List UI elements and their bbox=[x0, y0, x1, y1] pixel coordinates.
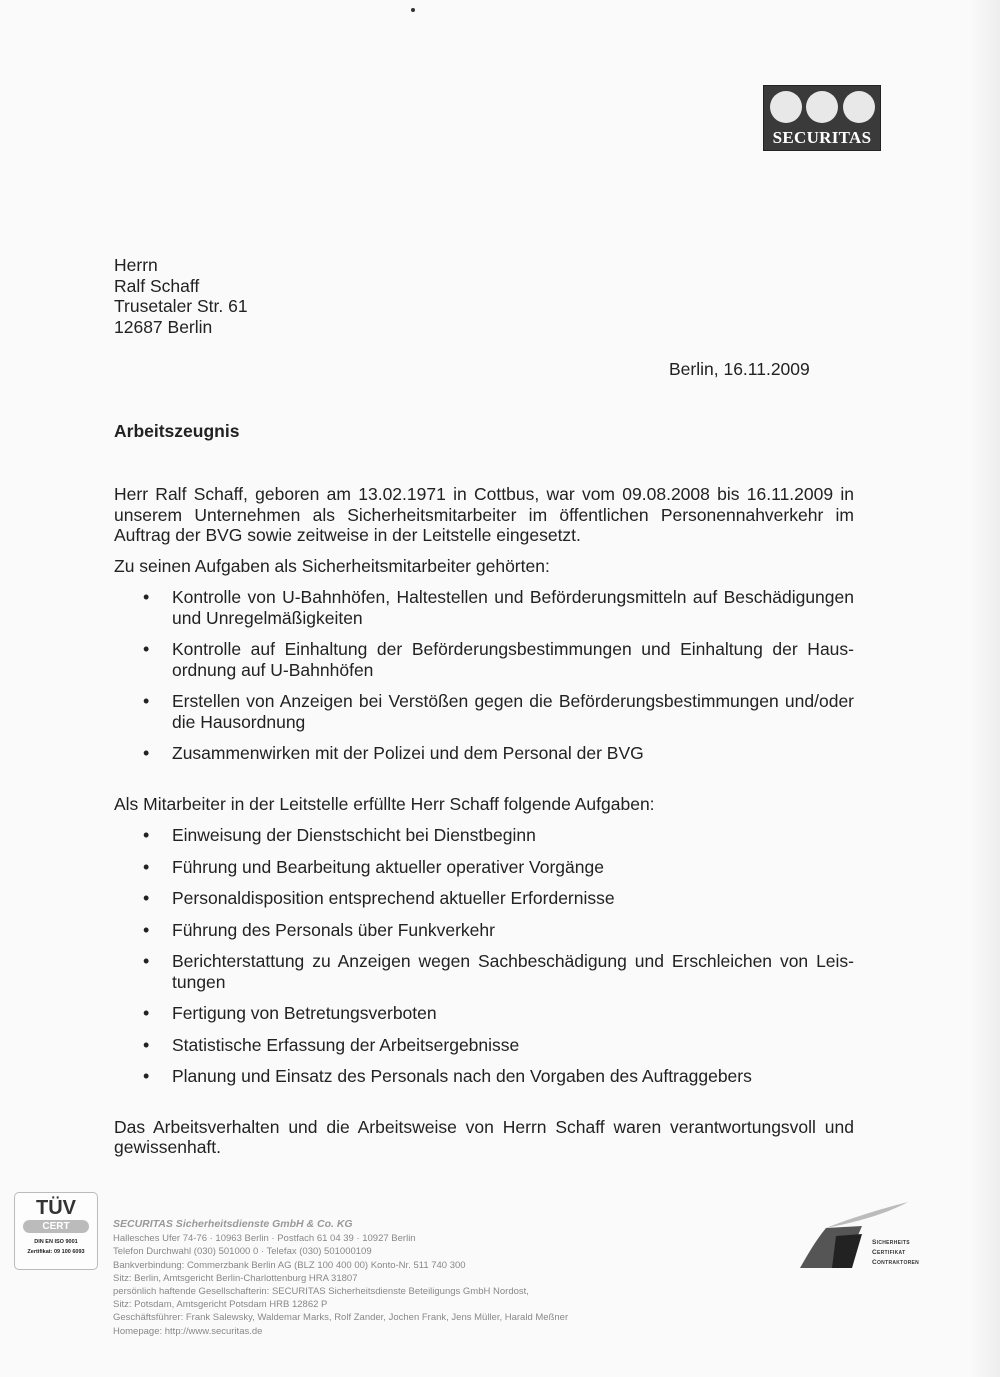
recipient-salutation: Herrn bbox=[114, 255, 158, 275]
list-item: • Kontrolle von U-Bahnhöfen, Haltestellen und Beförderungsmitteln auf Beschädigungen und Unregelmäßigkeiten bbox=[114, 587, 854, 628]
tasks-list bbox=[114, 587, 854, 764]
intro-paragraph: Herr Ralf Schaff, geboren am 13.02.1971 in Cottbus, war vom 09.08.2008 bis 16.11.2009 in unserem Unternehmen als Sicherheitsmitarbeiter im öffentlichen Personennahverkehr im Auftrag der BVG sowie zeitweise in der Leitstelle eingesetzt. bbox=[114, 484, 854, 545]
scc-text bbox=[872, 1238, 919, 1268]
list-item: • Planung und Einsatz des Personals nach den Vorgaben des Auftraggebers bbox=[114, 1066, 854, 1087]
list-item: • Kontrolle auf Einhaltung der Beförderungsbestimmungen und Einhaltung der Hausordnung auf U-Bahnhöfen bbox=[114, 639, 854, 680]
letter-body bbox=[114, 484, 854, 1158]
recipient-address bbox=[114, 255, 248, 337]
letter-subject: Arbeitszeugnis bbox=[114, 421, 240, 441]
list-item: • Führung und Bearbeitung aktueller operativer Vorgänge bbox=[114, 857, 854, 878]
recipient-street: Trusetaler Str. 61 bbox=[114, 296, 248, 316]
scc-line: Sicherheits bbox=[872, 1239, 910, 1246]
footer-line: Sitz: Potsdam, Amtsgericht Potsdam HRB 12862 P bbox=[113, 1299, 328, 1311]
footer-line: Hallesches Ufer 74-76 · 10963 Berlin · Postfach 61 04 39 · 10927 Berlin bbox=[113, 1233, 416, 1245]
control-intro: Als Mitarbeiter in der Leitstelle erfüllte Herr Schaff folgende Aufgaben: bbox=[114, 793, 655, 814]
footer-line: Telefon Durchwahl (030) 501000 0 · Telefax (030) 501000109 bbox=[113, 1246, 372, 1258]
scc-line: Certifikat bbox=[872, 1249, 906, 1256]
scan-dot bbox=[411, 8, 415, 12]
securitas-logo bbox=[763, 85, 881, 151]
recipient-name: Ralf Schaff bbox=[114, 275, 200, 296]
footer-line: Homepage: http://www.securitas.de bbox=[113, 1325, 263, 1337]
list-item: • Zusammenwirken mit der Polizei und dem Personal der BVG bbox=[114, 743, 854, 764]
list-item: • Erstellen von Anzeigen bei Verstößen gegen die Beförderungsbestimmungen und/oder die Hausordnung bbox=[114, 691, 854, 732]
letter-date: Berlin, 16.11.2009 bbox=[669, 359, 810, 379]
scc-logo bbox=[796, 1198, 936, 1278]
list-item: • Berichterstattung zu Anzeigen wegen Sachbeschädigung und Erschleichen von Leistungen bbox=[114, 951, 854, 992]
tuv-cert-badge bbox=[14, 1192, 98, 1270]
footer-line: Geschäftsführer: Frank Salewsky, Waldemar Marks, Rolf Zander, Jochen Frank, Jens Müller, Harald Meßner bbox=[113, 1312, 569, 1324]
recipient-city: 12687 Berlin bbox=[114, 316, 213, 337]
footer-line: Bankverbindung: Commerzbank Berlin AG (BLZ 100 400 00) Konto-Nr. 511 740 300 bbox=[113, 1259, 466, 1271]
tuv-cert-label: CERT bbox=[23, 1220, 89, 1233]
list-item: • Personaldisposition entsprechend aktueller Erfordernisse bbox=[114, 888, 854, 909]
tuv-mark: TÜV bbox=[36, 1197, 76, 1219]
company-footer bbox=[113, 1218, 568, 1338]
footer-company: SECURITAS Sicherheitsdienste GmbH & Co. KG bbox=[113, 1218, 353, 1230]
footer-line: persönlich haftende Gesellschafterin: SECURITAS Sicherheitsdienste Beteiligungs GmbH Nordost, bbox=[113, 1286, 529, 1298]
tuv-standard: DIN EN ISO 9001 bbox=[34, 1239, 78, 1245]
footer-line: Sitz: Berlin, Amtsgericht Berlin-Charlottenburg HRA 31807 bbox=[113, 1272, 358, 1284]
control-tasks-list bbox=[114, 825, 854, 1087]
tasks-intro: Zu seinen Aufgaben als Sicherheitsmitarbeiter gehörten: bbox=[114, 555, 550, 576]
list-item: • Fertigung von Betretungsverboten bbox=[114, 1003, 854, 1024]
list-item: • Führung des Personals über Funkverkehr bbox=[114, 920, 854, 941]
list-item: • Einweisung der Dienstschicht bei Dienstbeginn bbox=[114, 825, 854, 846]
closing-paragraph: Das Arbeitsverhalten und die Arbeitsweise von Herrn Schaff waren verantwortungsvoll und gewissenhaft. bbox=[114, 1116, 854, 1157]
scc-line: Contraktoren bbox=[872, 1259, 920, 1266]
list-item: • Statistische Erfassung der Arbeitsergebnisse bbox=[114, 1035, 854, 1056]
logo-text: SECURITAS bbox=[772, 128, 872, 147]
tuv-certificate: Zertifikat: 09 100 6093 bbox=[27, 1249, 85, 1255]
